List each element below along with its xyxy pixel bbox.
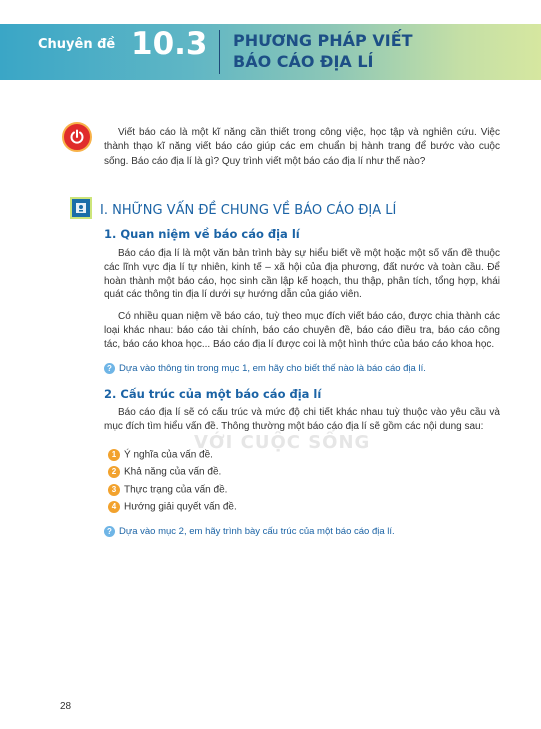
page-title-line1: PHƯƠNG PHÁP VIẾT: [233, 31, 413, 50]
header-divider: [219, 30, 220, 74]
list-item-text: Thực trạng của vấn đề.: [124, 484, 228, 496]
list-item: [108, 501, 237, 513]
list-item: [108, 466, 221, 478]
question-badge: ?: [104, 526, 115, 537]
question-text: Dựa vào thông tin trong mục 1, em hãy cho biết thế nào là báo cáo địa lí.: [119, 363, 426, 375]
watermark: VỚI CUỘC SỐNG: [194, 432, 371, 453]
question-2: [104, 526, 395, 537]
list-item-text: Hướng giải quyết vấn đề.: [124, 501, 237, 513]
question-1: [104, 363, 426, 374]
number-badge: 1: [108, 449, 120, 461]
intro-paragraph: Viết báo cáo là một kĩ năng cần thiết trong công việc, học tập và nghiên cứu. Việc thành thạo kĩ năng viết báo cáo giúp các em chuẩn bị hành trang để bước vào cuộc sống. Báo cáo địa lí là gì? Quy trình viết một báo cáo địa lí như thế nào?: [104, 127, 500, 167]
list-item-text: Khả năng của vấn đề.: [124, 466, 222, 478]
paragraph-2: Có nhiều quan niệm về báo cáo, tuỳ theo mục đích viết báo cáo, được chia thành các loại khác nhau: báo cáo tài chính, báo cáo chuyên đề, báo cáo điều tra, báo cáo công tác, báo cáo khoa học... Báo cáo địa lí được coi là một hình thức của báo cáo khoa học.: [104, 311, 500, 350]
page-title-line2: BÁO CÁO ĐỊA LÍ: [233, 52, 374, 71]
page-title: [233, 30, 413, 72]
section-title: I. NHỮNG VẤN ĐỀ CHUNG VỀ BÁO CÁO ĐỊA LÍ: [100, 203, 397, 218]
question-badge: ?: [104, 363, 115, 374]
subsection-title-1: 1. Quan niệm về báo cáo địa lí: [104, 227, 300, 241]
subsection-title-2: 2. Cấu trúc của một báo cáo địa lí: [104, 387, 322, 401]
list-item-text: Ý nghĩa của vấn đề.: [124, 449, 213, 461]
page-number: 28: [60, 701, 72, 712]
list-item: [108, 449, 213, 461]
question-text: Dựa vào mục 2, em hãy trình bày cấu trúc của một báo cáo địa lí.: [119, 526, 395, 538]
power-icon: [62, 122, 92, 152]
number-badge: 4: [108, 501, 120, 513]
list-item: [108, 484, 227, 496]
number-badge: 3: [108, 484, 120, 496]
paragraph-3: Báo cáo địa lí sẽ có cấu trúc và mức độ chi tiết khác nhau tuỳ thuộc vào yêu cầu và mục đích tìm hiểu vấn đề. Thông thường một báo cáo địa lí sẽ gồm các nội dung sau:: [104, 407, 500, 432]
topic-label: Chuyên đề: [38, 37, 116, 52]
book-icon: [70, 197, 92, 219]
number-badge: 2: [108, 466, 120, 478]
topic-number: 10.3: [131, 26, 208, 62]
paragraph-1: Báo cáo địa lí là một văn bản trình bày sự hiểu biết về một hoặc một số vấn đề thuộc các lĩnh vực địa lí tự nhiên, kinh tế – xã hội của địa phương, đất nước và toàn cầu. Để hoàn thành một báo cáo, học sinh cần lập kế hoạch, thu thập, phân tích, tổng hợp, khái quát các thông tin địa lí dưới sự hướng dẫn của giáo viên.: [104, 248, 500, 301]
